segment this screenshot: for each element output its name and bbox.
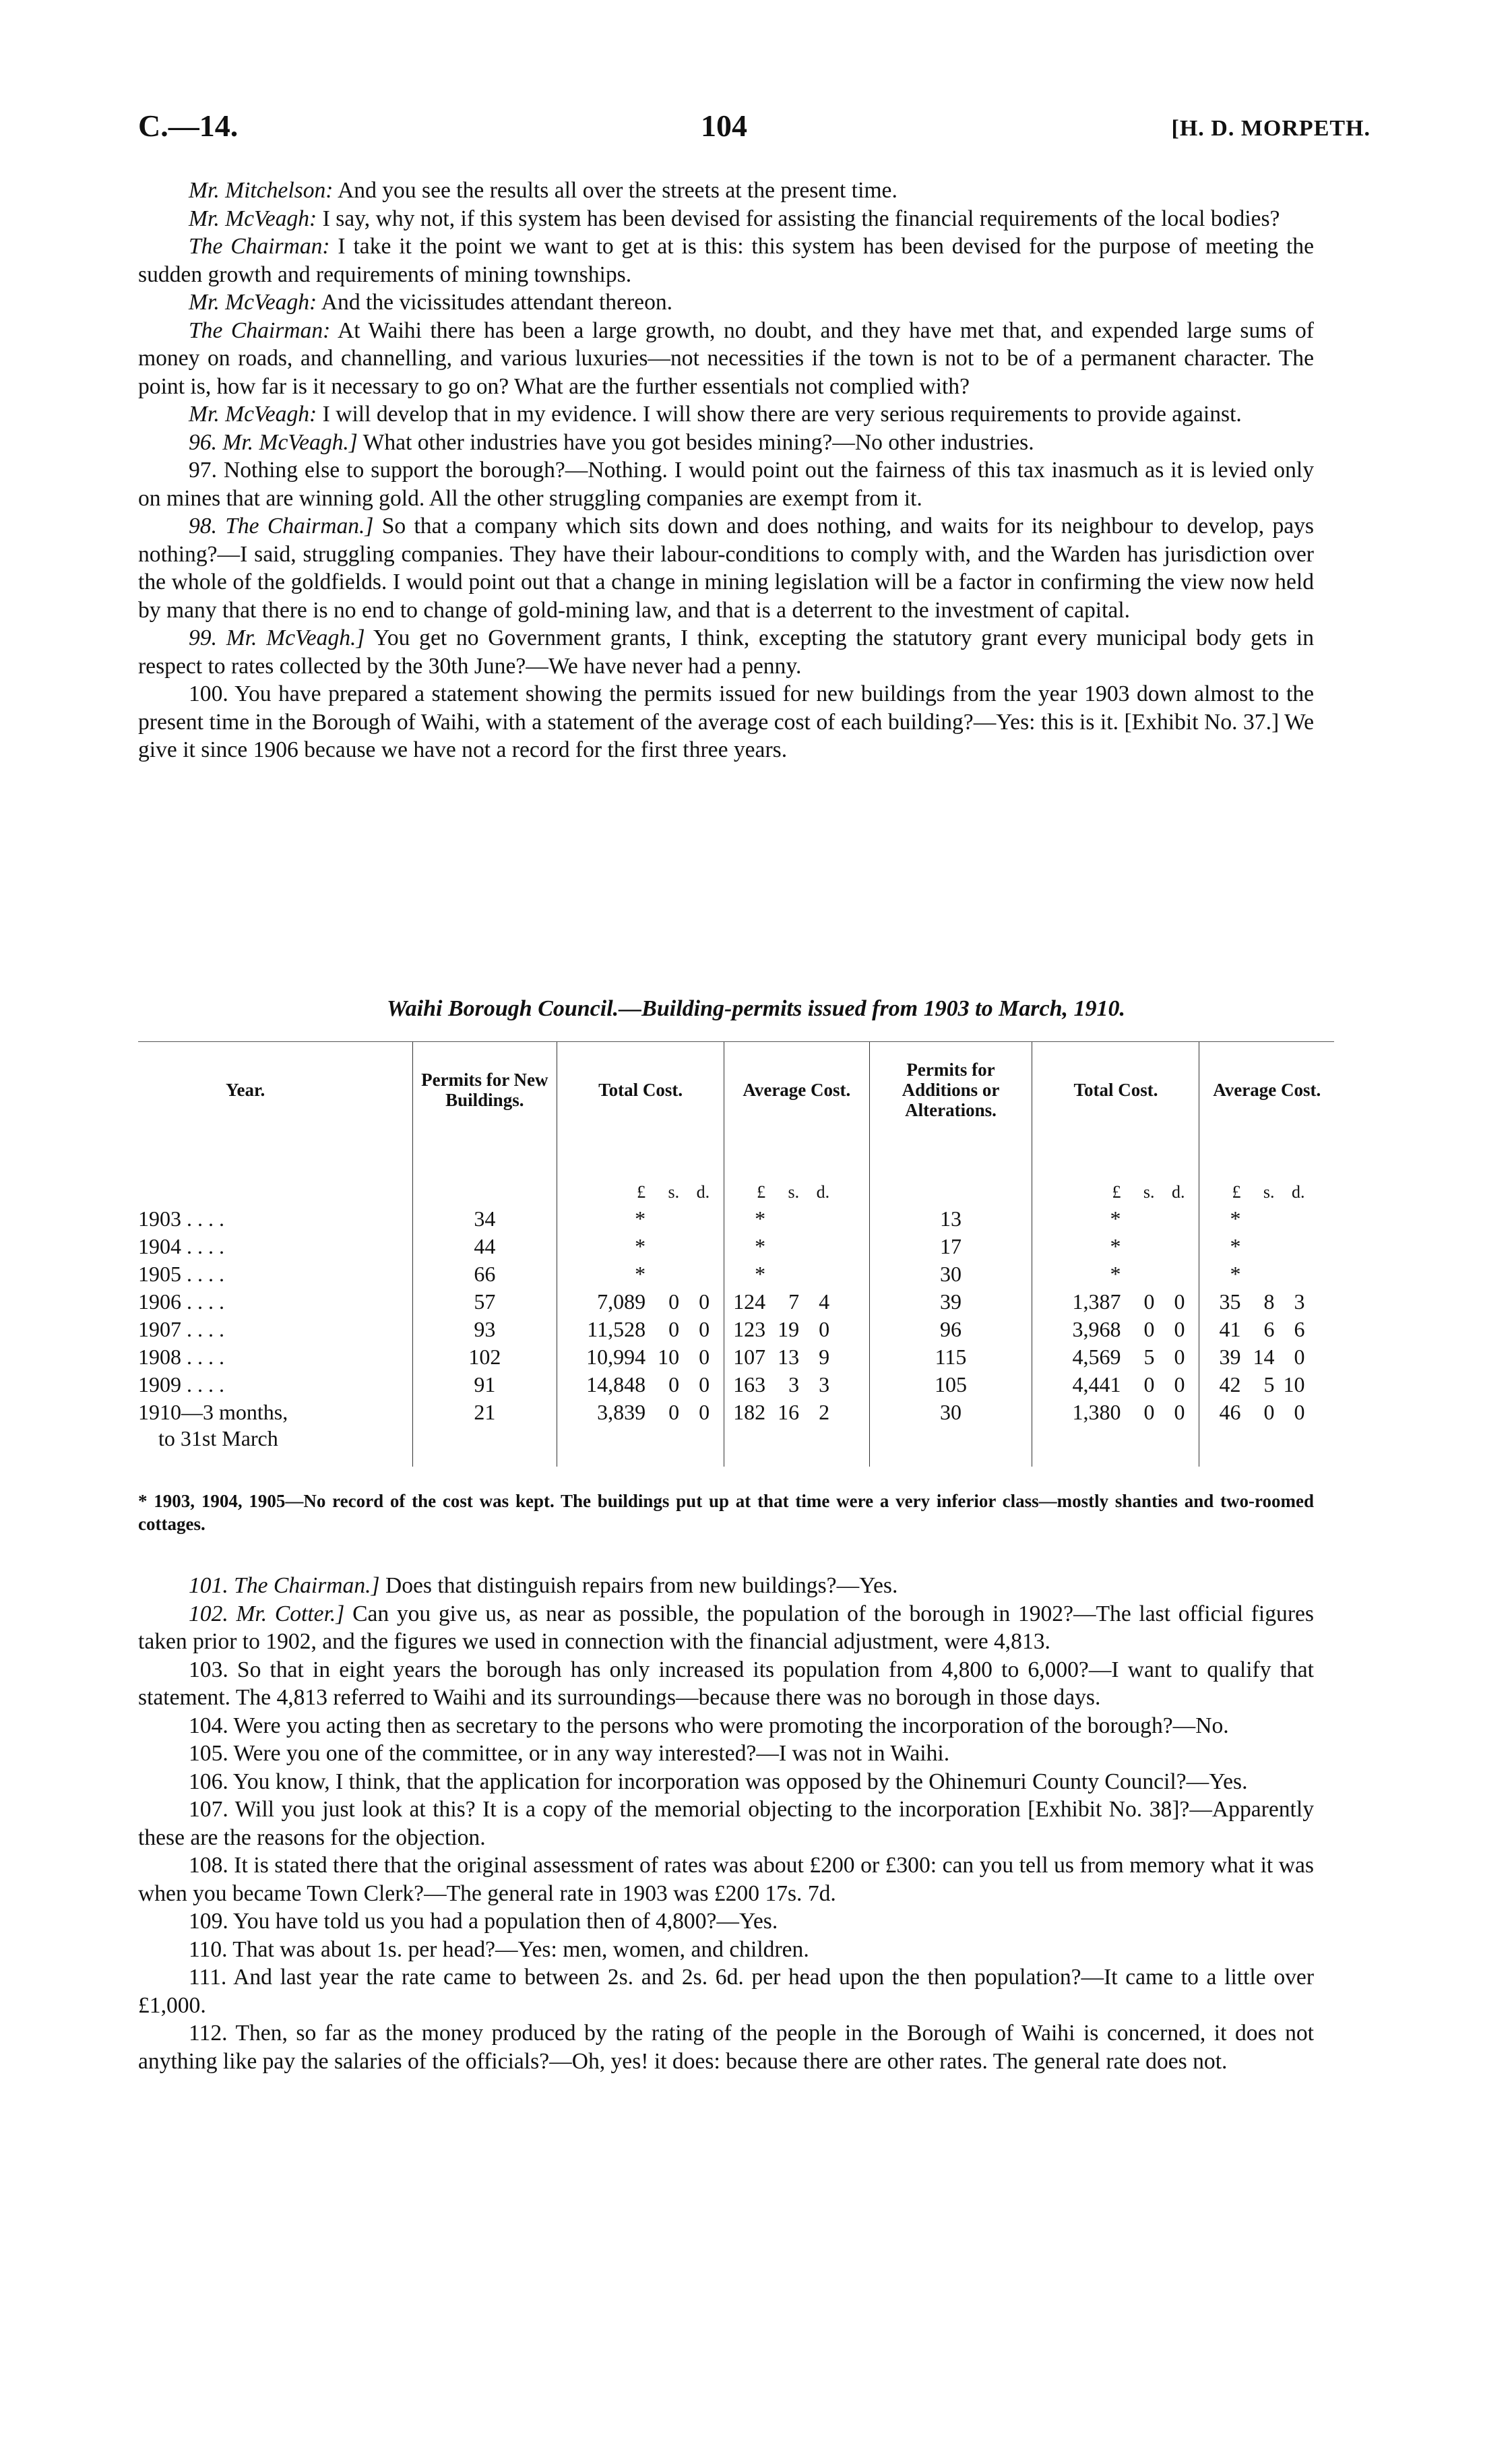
cell-average-cost-pence: 9	[819, 1345, 830, 1369]
cell-average-cost-2-pence: 10	[1283, 1372, 1305, 1397]
cell-average-cost-shillings: 7	[788, 1289, 800, 1314]
unit-pence: d.	[696, 1182, 710, 1202]
cell-year: 1908 . . . .	[138, 1345, 224, 1369]
header-permits-new: Permits for New Buildings.	[412, 1042, 557, 1168]
paragraph-text: 104. Were you acting then as secretary to the persons who were promoting the incorporation of the borough?—No.	[189, 1713, 1229, 1738]
cell-total-cost-pounds: *	[635, 1206, 646, 1231]
paragraph-text: I will develop that in my evidence. I will show there are very serious requirements to provide against.	[317, 402, 1242, 427]
cell-permits-additions: 96	[869, 1316, 1032, 1343]
cell-average-cost-2-pounds: 41	[1219, 1317, 1241, 1341]
header-total-cost: Total Cost.	[557, 1042, 724, 1168]
testimony-top	[138, 177, 1314, 764]
cell-total-cost-pence: 0	[699, 1372, 710, 1397]
cell-average-cost-2-pounds: 46	[1219, 1400, 1241, 1424]
cell-total-cost-2-pence: 0	[1174, 1372, 1185, 1397]
cell-total-cost-shillings: 10	[658, 1345, 680, 1369]
paragraph	[138, 1656, 1314, 1712]
cell-average-cost-2-pence: 3	[1294, 1289, 1305, 1314]
paragraph-text: 97. Nothing else to support the borough?—Nothing. I would point out the fairness of this tax inasmuch as it is levied only on mines that are winning gold. All the other struggling companies are exempt from it.	[138, 458, 1314, 511]
paragraph-text: You get no Government grants, I think, excepting the statutory grant every municipal body gets in respect to rates collected by the 30th June?—We have never had a penny.	[138, 625, 1314, 679]
paragraph	[138, 680, 1314, 764]
cell-total-cost-pence: 0	[699, 1317, 710, 1341]
cell-year: 1910—3 months,	[138, 1400, 288, 1424]
paragraph-text: So that a company which sits down and does nothing, and waits for its neighbour to develop, pays nothing?—I said, struggling companies. They have their labour-conditions to comply with, and the Warden has jurisdiction over the whole of the goldfields. I would point out that a change in mining legislation will be a factor in confirming the view now held by many that there is no end to change of gold-mining law, and that is a deterrent to the investment of capital.	[138, 514, 1314, 623]
cell-average-cost-shillings: 19	[778, 1317, 800, 1341]
cell-average-cost-pounds: *	[755, 1234, 766, 1258]
cell-total-cost-2-shillings: 0	[1143, 1289, 1155, 1314]
cell-total-cost-2-shillings: 0	[1143, 1400, 1155, 1424]
header-year: Year.	[138, 1042, 412, 1168]
paragraph	[138, 456, 1314, 512]
unit-pence: d.	[1171, 1182, 1185, 1202]
speaker: Mr. McVeagh:	[189, 206, 317, 231]
paragraph	[138, 2019, 1314, 2075]
header-total-cost-2: Total Cost.	[1032, 1042, 1199, 1168]
cell-year-continuation: to 31st March	[158, 1426, 278, 1450]
unit-pounds: £	[637, 1182, 646, 1202]
cell-permits-additions: 105	[869, 1371, 1032, 1399]
cell-average-cost-pence: 4	[819, 1289, 830, 1314]
speaker: 96. Mr. McVeagh.]	[189, 429, 358, 455]
speaker: Mr. McVeagh:	[189, 402, 317, 427]
cell-total-cost-2-pounds: 3,968	[1072, 1317, 1121, 1341]
paragraph-text: Can you give us, as near as possible, the population of the borough in 1902?—The last official figures taken prior to 1902, and the figures we used in connection with the financial adjustment, were 4,813.	[138, 1601, 1314, 1654]
cell-total-cost-2-shillings: 5	[1143, 1345, 1155, 1369]
paragraph-text: 112. Then, so far as the money produced by the rating of the people in the Borough of Waihi is concerned, it does not anything like pay the salaries of the officials?—Oh, yes! it does: because there are other rates. The general rate does not.	[138, 2021, 1314, 2074]
cell-total-cost-pounds: 7,089	[597, 1289, 646, 1314]
cell-average-cost-2-shillings: 6	[1263, 1317, 1275, 1341]
cell-average-cost-pence: 0	[819, 1317, 830, 1341]
paragraph-text: 106. You know, I think, that the application for incorporation was opposed by the Ohinemuri County Council?—Yes.	[189, 1769, 1248, 1794]
cell-permits-new: 91	[412, 1371, 557, 1399]
cell-total-cost-2-pence: 0	[1174, 1400, 1185, 1424]
cell-total-cost-2-pounds: 1,380	[1072, 1400, 1121, 1424]
cell-permits-additions: 115	[869, 1343, 1032, 1371]
table-footnote: * 1903, 1904, 1905—No record of the cost was kept. The buildings put up at that time were a very inferior class—mostly shanties and two-roomed cottages.	[138, 1491, 1314, 1534]
table-row	[138, 1343, 1334, 1371]
paragraph-text: 108. It is stated there that the original assessment of rates was about £200 or £300: can you tell us from memory what it was when you became Town Clerk?—The general rate in 1903 was £200 17s. 7d.	[138, 1853, 1314, 1906]
paragraph	[138, 1712, 1314, 1740]
paragraph-text: At Waihi there has been a large growth, no doubt, and they have met that, and expended large sums of money on roads, and channelling, and various luxuries—not necessities if the town is not to be of a permanent character. The point is, how far is it necessary to go on? What are the further essentials not complied with?	[138, 317, 1314, 399]
paragraph-text: 109. You have told us you had a population then of 4,800?—Yes.	[189, 1909, 778, 1934]
cell-total-cost-pounds: *	[635, 1234, 646, 1258]
paragraph	[138, 1768, 1314, 1796]
header-permits-additions: Permits for Additions or Alterations.	[869, 1042, 1032, 1168]
table-row	[138, 1205, 1334, 1233]
cell-total-cost-2-pence: 0	[1174, 1289, 1185, 1314]
table-header-row	[138, 1042, 1334, 1168]
unit-pounds: £	[757, 1182, 766, 1202]
cell-average-cost-pounds: 123	[733, 1317, 766, 1341]
paragraph-text: I say, why not, if this system has been devised for assisting the financial requirements of the local bodies?	[317, 206, 1280, 231]
cell-total-cost-2-pounds: *	[1110, 1206, 1121, 1231]
cell-total-cost-2-pence: 0	[1174, 1317, 1185, 1341]
cell-total-cost-2-pounds: 4,569	[1072, 1345, 1121, 1369]
cell-permits-additions: 39	[869, 1288, 1032, 1316]
cell-total-cost-pence: 0	[699, 1345, 710, 1369]
speaker: 99. Mr. McVeagh.]	[189, 625, 365, 650]
cell-permits-new: 66	[412, 1260, 557, 1288]
cell-permits-new: 102	[412, 1343, 557, 1371]
paragraph-text: Does that distinguish repairs from new buildings?—Yes.	[379, 1573, 898, 1598]
cell-total-cost-pence: 0	[699, 1400, 710, 1424]
paragraph	[138, 205, 1314, 233]
paragraph	[138, 1740, 1314, 1768]
table-row	[138, 1233, 1334, 1260]
table-row	[138, 1288, 1334, 1316]
cell-permits-new: 21	[412, 1399, 557, 1426]
paragraph-text: 100. You have prepared a statement showing the permits issued for new buildings from the year 1903 down almost to the present time in the Borough of Waihi, with a statement of the average cost of each building?—Yes: this is it. [Exhibit No. 37.] We give it since 1906 because we have not a record for the first three years.	[138, 681, 1314, 762]
document-reference: C.—14.	[138, 109, 239, 143]
cell-total-cost-2-pounds: *	[1110, 1262, 1121, 1286]
paragraph	[138, 400, 1314, 429]
paragraph-text: And the vicissitudes attendant thereon.	[317, 290, 673, 315]
cell-average-cost-pounds: 163	[733, 1372, 766, 1397]
cell-total-cost-pounds: 3,839	[597, 1400, 646, 1424]
paragraph	[138, 1796, 1314, 1851]
cell-average-cost-shillings: 16	[778, 1400, 800, 1424]
witness-name: [H. D. MORPETH.	[1171, 116, 1371, 141]
cell-total-cost-2-pounds: 4,441	[1072, 1372, 1121, 1397]
unit-shillings: s.	[668, 1182, 680, 1202]
unit-shillings: s.	[1143, 1182, 1155, 1202]
cell-year: 1907 . . . .	[138, 1317, 224, 1341]
paragraph-text: And you see the results all over the streets at the present time.	[333, 178, 897, 203]
speaker: Mr. Mitchelson:	[189, 178, 334, 203]
cell-total-cost-pounds: *	[635, 1262, 646, 1286]
cell-average-cost-2-shillings: 8	[1263, 1289, 1275, 1314]
table-row	[138, 1371, 1334, 1399]
paragraph-text: 107. Will you just look at this? It is a copy of the memorial objecting to the incorporation [Exhibit No. 38]?—Apparently these are the reasons for the objection.	[138, 1797, 1314, 1850]
unit-pence: d.	[816, 1182, 830, 1202]
page-number: 104	[701, 109, 747, 143]
cell-permits-new: 44	[412, 1233, 557, 1260]
cell-average-cost-shillings: 3	[788, 1372, 800, 1397]
cell-total-cost-pounds: 10,994	[586, 1345, 646, 1369]
cell-total-cost-pence: 0	[699, 1289, 710, 1314]
cell-total-cost-shillings: 0	[668, 1317, 680, 1341]
cell-average-cost-2-pounds: *	[1230, 1262, 1241, 1286]
table-caption: Waihi Borough Council.—Building-permits issued from 1903 to March, 1910.	[386, 996, 1126, 1021]
cell-average-cost-pounds: *	[755, 1206, 766, 1231]
cell-total-cost-shillings: 0	[668, 1400, 680, 1424]
unit-pence: d.	[1291, 1182, 1305, 1202]
cell-average-cost-pounds: *	[755, 1262, 766, 1286]
cell-permits-new: 34	[412, 1205, 557, 1233]
paragraph-text: 105. Were you one of the committee, or in any way interested?—I was not in Waihi.	[189, 1741, 950, 1766]
speaker: 102. Mr. Cotter.]	[189, 1601, 345, 1626]
unit-shillings: s.	[788, 1182, 800, 1202]
cell-total-cost-2-pounds: *	[1110, 1234, 1121, 1258]
cell-average-cost-pence: 3	[819, 1372, 830, 1397]
paragraph	[138, 624, 1314, 680]
paragraph-text: I take it the point we want to get at is this: this system has been devised for the purpose of meeting the sudden growth and requirements of mining townships.	[138, 234, 1314, 287]
header-average-cost: Average Cost.	[724, 1042, 869, 1168]
table-row-continuation	[138, 1426, 1334, 1467]
paragraph-text: What other industries have you got besides mining?—No other industries.	[357, 429, 1034, 455]
cell-year: 1904 . . . .	[138, 1234, 224, 1258]
paragraph	[138, 512, 1314, 624]
cell-total-cost-shillings: 0	[668, 1289, 680, 1314]
cell-permits-new: 93	[412, 1316, 557, 1343]
cell-year: 1903 . . . .	[138, 1206, 224, 1231]
paragraph	[138, 1572, 1314, 1600]
cell-total-cost-2-pence: 0	[1174, 1345, 1185, 1369]
unit-pounds: £	[1232, 1182, 1241, 1202]
paragraph	[138, 1963, 1314, 2019]
paragraph	[138, 1600, 1314, 1656]
cell-permits-additions: 30	[869, 1260, 1032, 1288]
speaker: The Chairman:	[189, 317, 331, 343]
table-row	[138, 1260, 1334, 1288]
building-permits-table	[138, 1041, 1334, 1467]
cell-average-cost-2-pounds: *	[1230, 1206, 1241, 1231]
paragraph	[138, 1907, 1314, 1936]
cell-average-cost-2-shillings: 0	[1263, 1400, 1275, 1424]
cell-total-cost-2-shillings: 0	[1143, 1372, 1155, 1397]
testimony-bottom	[138, 1572, 1314, 2075]
paragraph	[138, 288, 1314, 317]
cell-average-cost-2-pence: 6	[1294, 1317, 1305, 1341]
paragraph-text: 110. That was about 1s. per head?—Yes: men, women, and children.	[189, 1936, 809, 1962]
cell-average-cost-2-pounds: 39	[1219, 1345, 1241, 1369]
paragraph	[138, 177, 1314, 205]
cell-average-cost-2-shillings: 14	[1253, 1345, 1275, 1369]
cell-total-cost-2-shillings: 0	[1143, 1317, 1155, 1341]
cell-average-cost-2-pence: 0	[1294, 1345, 1305, 1369]
speaker: Mr. McVeagh:	[189, 290, 317, 315]
cell-average-cost-2-pounds: *	[1230, 1234, 1241, 1258]
cell-total-cost-2-pounds: 1,387	[1072, 1289, 1121, 1314]
unit-pounds: £	[1112, 1182, 1121, 1202]
cell-average-cost-2-shillings: 5	[1263, 1372, 1275, 1397]
paragraph	[138, 1851, 1314, 1907]
cell-average-cost-2-pence: 0	[1294, 1400, 1305, 1424]
cell-permits-new: 57	[412, 1288, 557, 1316]
speaker: 98. The Chairman.]	[189, 514, 374, 539]
cell-average-cost-pounds: 124	[733, 1289, 766, 1314]
table-row	[138, 1316, 1334, 1343]
units-row	[138, 1167, 1334, 1205]
cell-average-cost-2-pounds: 42	[1219, 1372, 1241, 1397]
header-average-cost-2: Average Cost.	[1199, 1042, 1334, 1168]
cell-permits-additions: 17	[869, 1233, 1032, 1260]
cell-average-cost-pounds: 107	[733, 1345, 766, 1369]
cell-total-cost-shillings: 0	[668, 1372, 680, 1397]
speaker: The Chairman:	[189, 234, 330, 259]
unit-shillings: s.	[1263, 1182, 1275, 1202]
paragraph	[138, 233, 1314, 288]
table-row	[138, 1399, 1334, 1426]
cell-permits-additions: 30	[869, 1399, 1032, 1426]
cell-total-cost-pounds: 14,848	[586, 1372, 646, 1397]
cell-average-cost-pounds: 182	[733, 1400, 766, 1424]
cell-total-cost-pounds: 11,528	[587, 1317, 646, 1341]
cell-average-cost-pence: 2	[819, 1400, 830, 1424]
paragraph-text: 111. And last year the rate came to between 2s. and 2s. 6d. per head upon the then population?—It came to a little over £1,000.	[138, 1965, 1314, 2018]
cell-average-cost-shillings: 13	[778, 1345, 800, 1369]
cell-average-cost-2-pounds: 35	[1219, 1289, 1241, 1314]
paragraph	[138, 317, 1314, 401]
paragraph	[138, 429, 1314, 457]
speaker: 101. The Chairman.]	[189, 1573, 380, 1598]
cell-year: 1905 . . . .	[138, 1262, 224, 1286]
cell-year: 1906 . . . .	[138, 1289, 224, 1314]
cell-year: 1909 . . . .	[138, 1372, 224, 1397]
paragraph-text: 103. So that in eight years the borough has only increased its population from 4,800 to 6,000?—I want to qualify that statement. The 4,813 referred to Waihi and its surroundings—because there was no borough in those days.	[138, 1657, 1314, 1710]
cell-permits-additions: 13	[869, 1205, 1032, 1233]
paragraph	[138, 1936, 1314, 1964]
